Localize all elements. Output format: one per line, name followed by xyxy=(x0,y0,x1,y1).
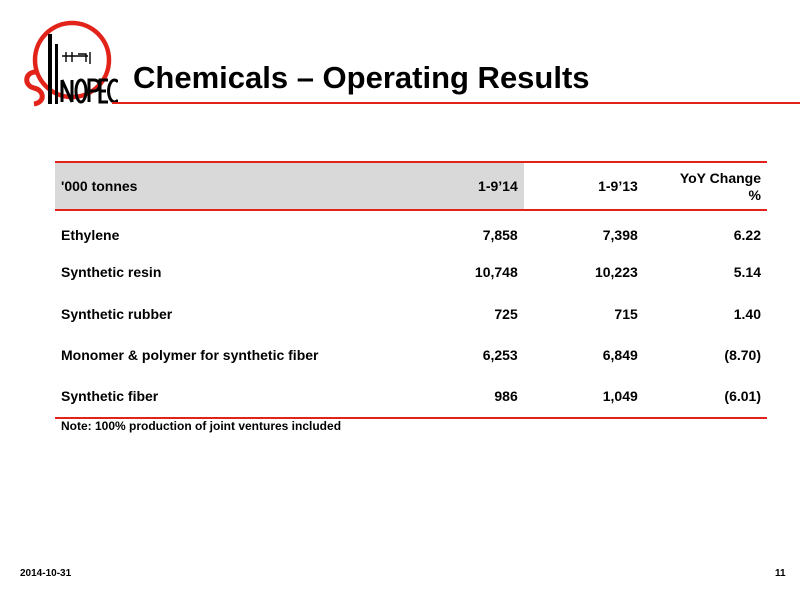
operating-results-table xyxy=(55,161,767,419)
row-value-col2: 7,398 xyxy=(602,227,638,244)
row-value-col3: (6.01) xyxy=(644,376,767,418)
row-label: Synthetic resin xyxy=(61,264,162,281)
sinopec-logo-icon xyxy=(22,14,118,114)
row-value-col2: 1,049 xyxy=(524,376,644,418)
header-col2: 1-9’13 xyxy=(524,162,644,210)
row-value-col1: 7,858 xyxy=(482,227,518,244)
table-row xyxy=(55,210,767,252)
row-value-col3: 5.14 xyxy=(733,264,761,281)
table-row xyxy=(55,252,767,294)
slide-title: Chemicals – Operating Results xyxy=(133,60,590,95)
table-header-row xyxy=(55,162,767,210)
row-label: Ethylene xyxy=(61,227,120,244)
header-col3-line1: YoY Change xyxy=(679,170,761,186)
footer-date: 2014-10-31 xyxy=(20,568,72,579)
header-unit: '000 tonnes xyxy=(55,162,404,210)
page-number: 11 xyxy=(775,568,786,579)
table-row xyxy=(55,335,767,377)
row-value-col3: 6.22 xyxy=(733,227,761,244)
row-label: Synthetic rubber xyxy=(61,305,173,322)
row-value-col2: 6,849 xyxy=(602,347,638,364)
row-value-col3: 1.40 xyxy=(733,305,761,322)
row-value-col1: 10,748 xyxy=(474,264,518,281)
row-value-col1: 6,253 xyxy=(482,347,518,364)
row-value-col2: 10,223 xyxy=(594,264,638,281)
row-label: Monomer & polymer for synthetic fiber xyxy=(61,347,319,364)
row-label: Synthetic fiber xyxy=(55,376,404,418)
table-row xyxy=(55,293,767,335)
header-col1: 1-9’14 xyxy=(404,162,524,210)
header-col3-line2: % xyxy=(748,187,761,203)
row-value-col2: 715 xyxy=(614,305,638,322)
table-note: Note: 100% production of joint ventures included xyxy=(61,419,342,433)
row-value-col1: 986 xyxy=(404,376,524,418)
title-divider xyxy=(112,102,800,104)
row-value-col3: (8.70) xyxy=(724,347,761,364)
header-col3 xyxy=(644,162,767,210)
table-row xyxy=(55,376,767,418)
row-value-col1: 725 xyxy=(494,305,518,322)
